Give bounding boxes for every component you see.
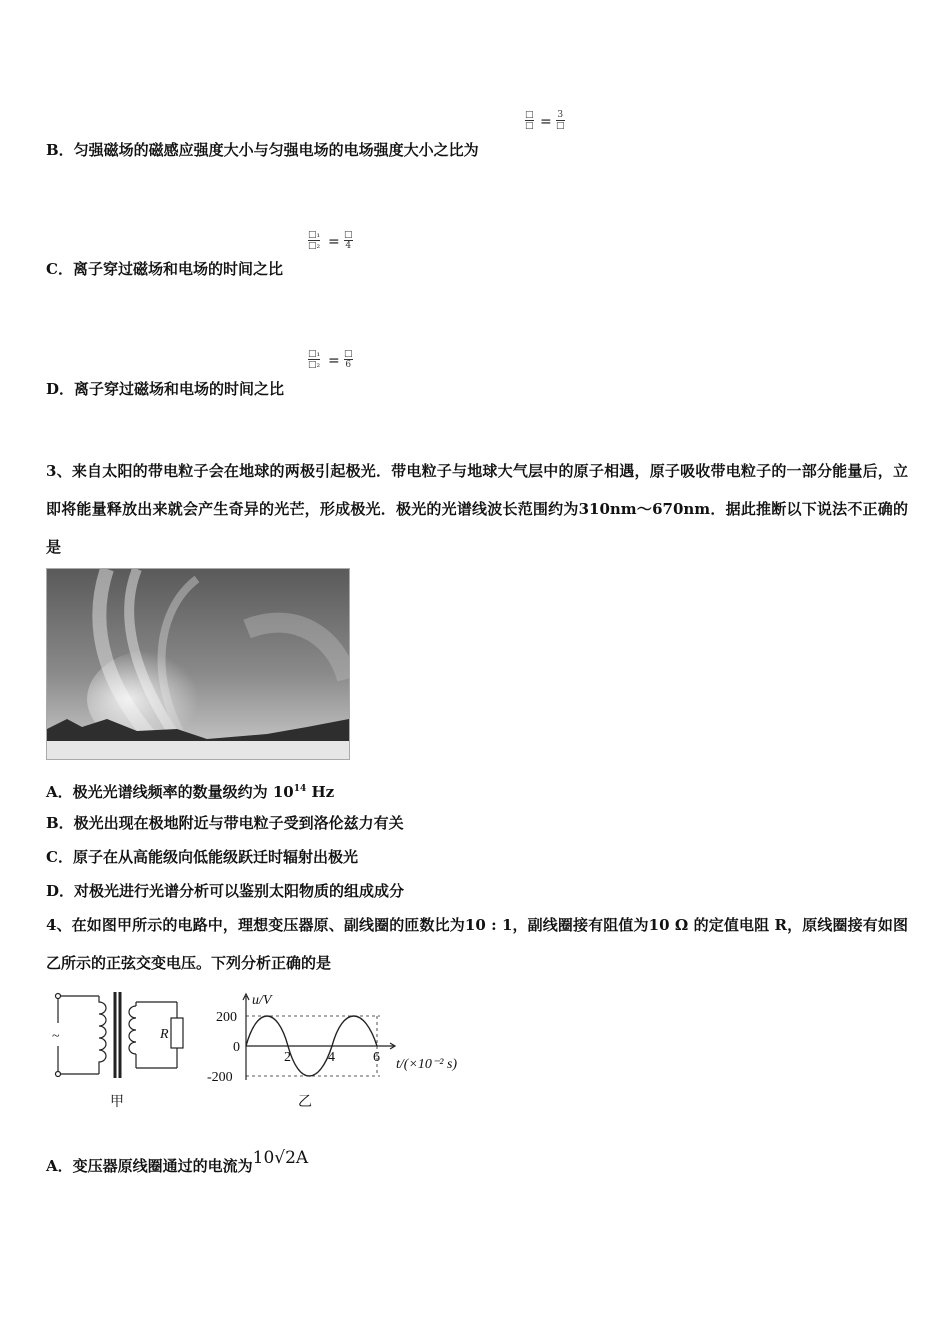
optC-eq-lhs: □₁ □₂ <box>308 230 321 251</box>
optC-eq-rhs: □ 4 <box>344 230 353 251</box>
resistor-label: R <box>160 1027 169 1042</box>
figure-label-jia: 甲 <box>110 1095 124 1110</box>
q4-figure <box>44 988 484 1113</box>
aurora-photo <box>46 568 350 760</box>
x-tick-4: 4 <box>328 1050 335 1065</box>
optD-eq-lhs: □₁ □₂ <box>308 349 321 370</box>
q3-option-c: C．原子在从高能级向低能级跃迁时辐射出极光 <box>46 848 358 866</box>
q4-option-a-value: 10√2A <box>252 1148 309 1168</box>
ac-tilde: ~ <box>52 1029 60 1044</box>
y-tick-bottom: -200 <box>207 1070 233 1085</box>
optC-eq-sign: = <box>328 234 340 250</box>
option-d-line: D．离子穿过磁场和电场的时间之比 <box>46 380 285 398</box>
q4-option-a: A．变压器原线圈通过的电流为10√2A <box>46 1148 309 1175</box>
optB-eq-rhs: 3 □ <box>556 110 565 131</box>
question-3-text: 3、来自太阳的带电粒子会在地球的两极引起极光．带电粒子与地球大气层中的原子相遇，原子吸收带电粒子的一部分能量后，立即将能量释放出来就会产生奇异的光芒，形成极光．极光的光谱线波长范围约为310nm～670nm．据此推断以下说法不正确的是 <box>46 462 908 556</box>
y-axis-label: u/V <box>252 993 272 1008</box>
q3-option-b: B．极光出现在极地附近与带电粒子受到洛伦兹力有关 <box>46 814 404 832</box>
question-4-text: 4、在如图甲所示的电路中，理想变压器原、副线圈的匝数比为10 : 1，副线圈接有阻值为10 Ω 的定值电阻 R，原线圈接有如图乙所示的正弦交变电压。下列分析正确的是 <box>46 916 908 972</box>
x-axis-label: t/(×10⁻² s) <box>396 1057 458 1072</box>
q3-option-d: D．对极光进行光谱分析可以鉴别太阳物质的组成成分 <box>46 882 405 900</box>
x-tick-2: 2 <box>284 1050 291 1065</box>
optD-eq-rhs: □ 6 <box>344 349 353 370</box>
y-tick-zero: 0 <box>233 1040 240 1055</box>
optD-eq-sign: = <box>328 353 340 369</box>
y-tick-top: 200 <box>216 1010 237 1025</box>
option-c-line: C．离子穿过磁场和电场的时间之比 <box>46 260 283 278</box>
q3-option-a: A．极光光谱线频率的数量级约为 $10^{14}$ Hz <box>46 783 335 801</box>
optB-eq-lhs: □ □ <box>525 110 534 131</box>
optB-eq-sign: = <box>540 114 552 130</box>
option-b-line: B．匀强磁场的磁感应强度大小与匀强电场的电场强度大小之比为 <box>46 141 479 159</box>
x-tick-6: 6 <box>373 1050 380 1065</box>
figure-label-yi: 乙 <box>298 1095 312 1110</box>
